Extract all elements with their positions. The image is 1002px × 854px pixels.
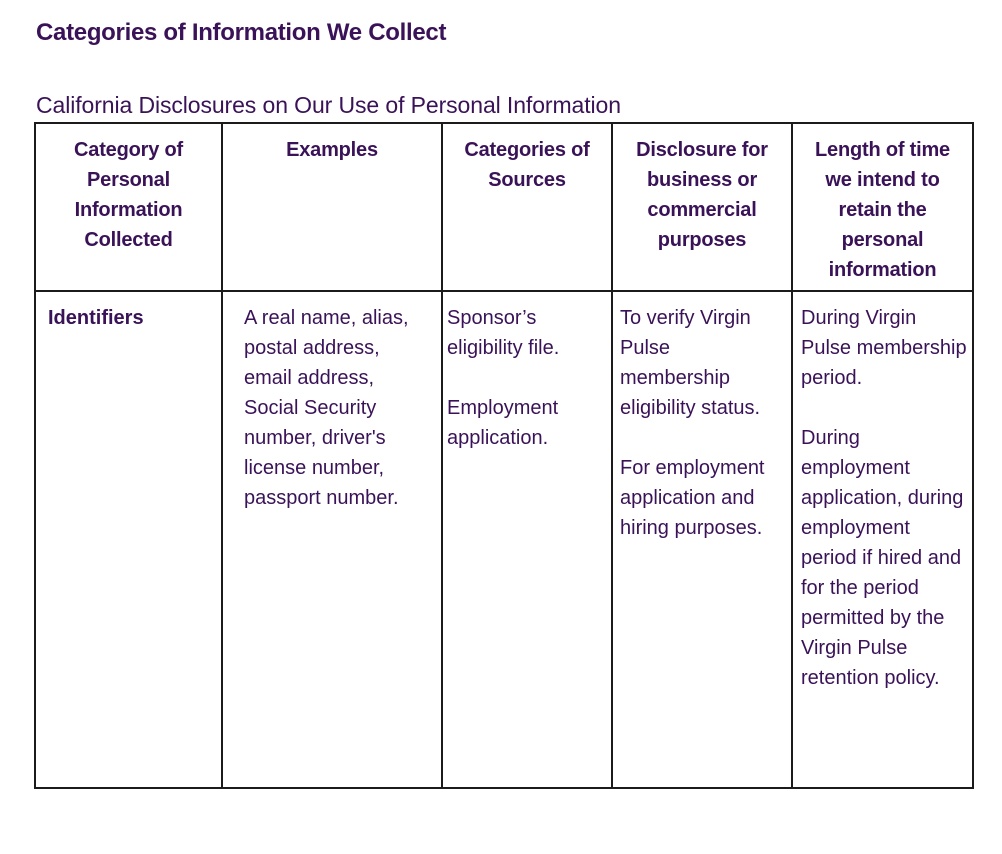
header-row: [35, 123, 973, 291]
retention-item: During Virgin Pulse membership period.: [801, 307, 967, 389]
header-sources: Categories of Sources: [442, 123, 612, 291]
page-heading: Categories of Information We Collect: [36, 19, 447, 46]
cell-examples: A real name, alias, postal address, email address, Social Security number, driver's license number, passport number.: [222, 291, 442, 788]
source-item: Employment application.: [447, 397, 559, 449]
header-retention: Length of time we intend to retain the personal information: [792, 123, 973, 291]
cell-retention: [792, 291, 973, 788]
header-purposes: Disclosure for business or commercial purposes: [612, 123, 792, 291]
header-category: Category of Personal Information Collected: [35, 123, 222, 291]
table-header: [35, 123, 973, 291]
section-subtitle: California Disclosures on Our Use of Personal Information: [36, 92, 621, 118]
header-examples: Examples: [222, 123, 442, 291]
purpose-item: To verify Virgin Pulse membership eligibility status.: [620, 307, 761, 419]
table-body: [35, 291, 973, 788]
cell-category: Identifiers: [35, 291, 222, 788]
table-row: [35, 291, 973, 788]
disclosures-table: [34, 122, 974, 789]
purpose-item: For employment application and hiring purposes.: [620, 457, 765, 539]
source-item: Sponsor’s eligibility file.: [447, 307, 560, 359]
cell-sources: [442, 291, 612, 788]
cell-purposes: [612, 291, 792, 788]
retention-item: During employment application, during employment period if hired and for the period permitted by the Virgin Pulse retention policy.: [801, 427, 964, 689]
